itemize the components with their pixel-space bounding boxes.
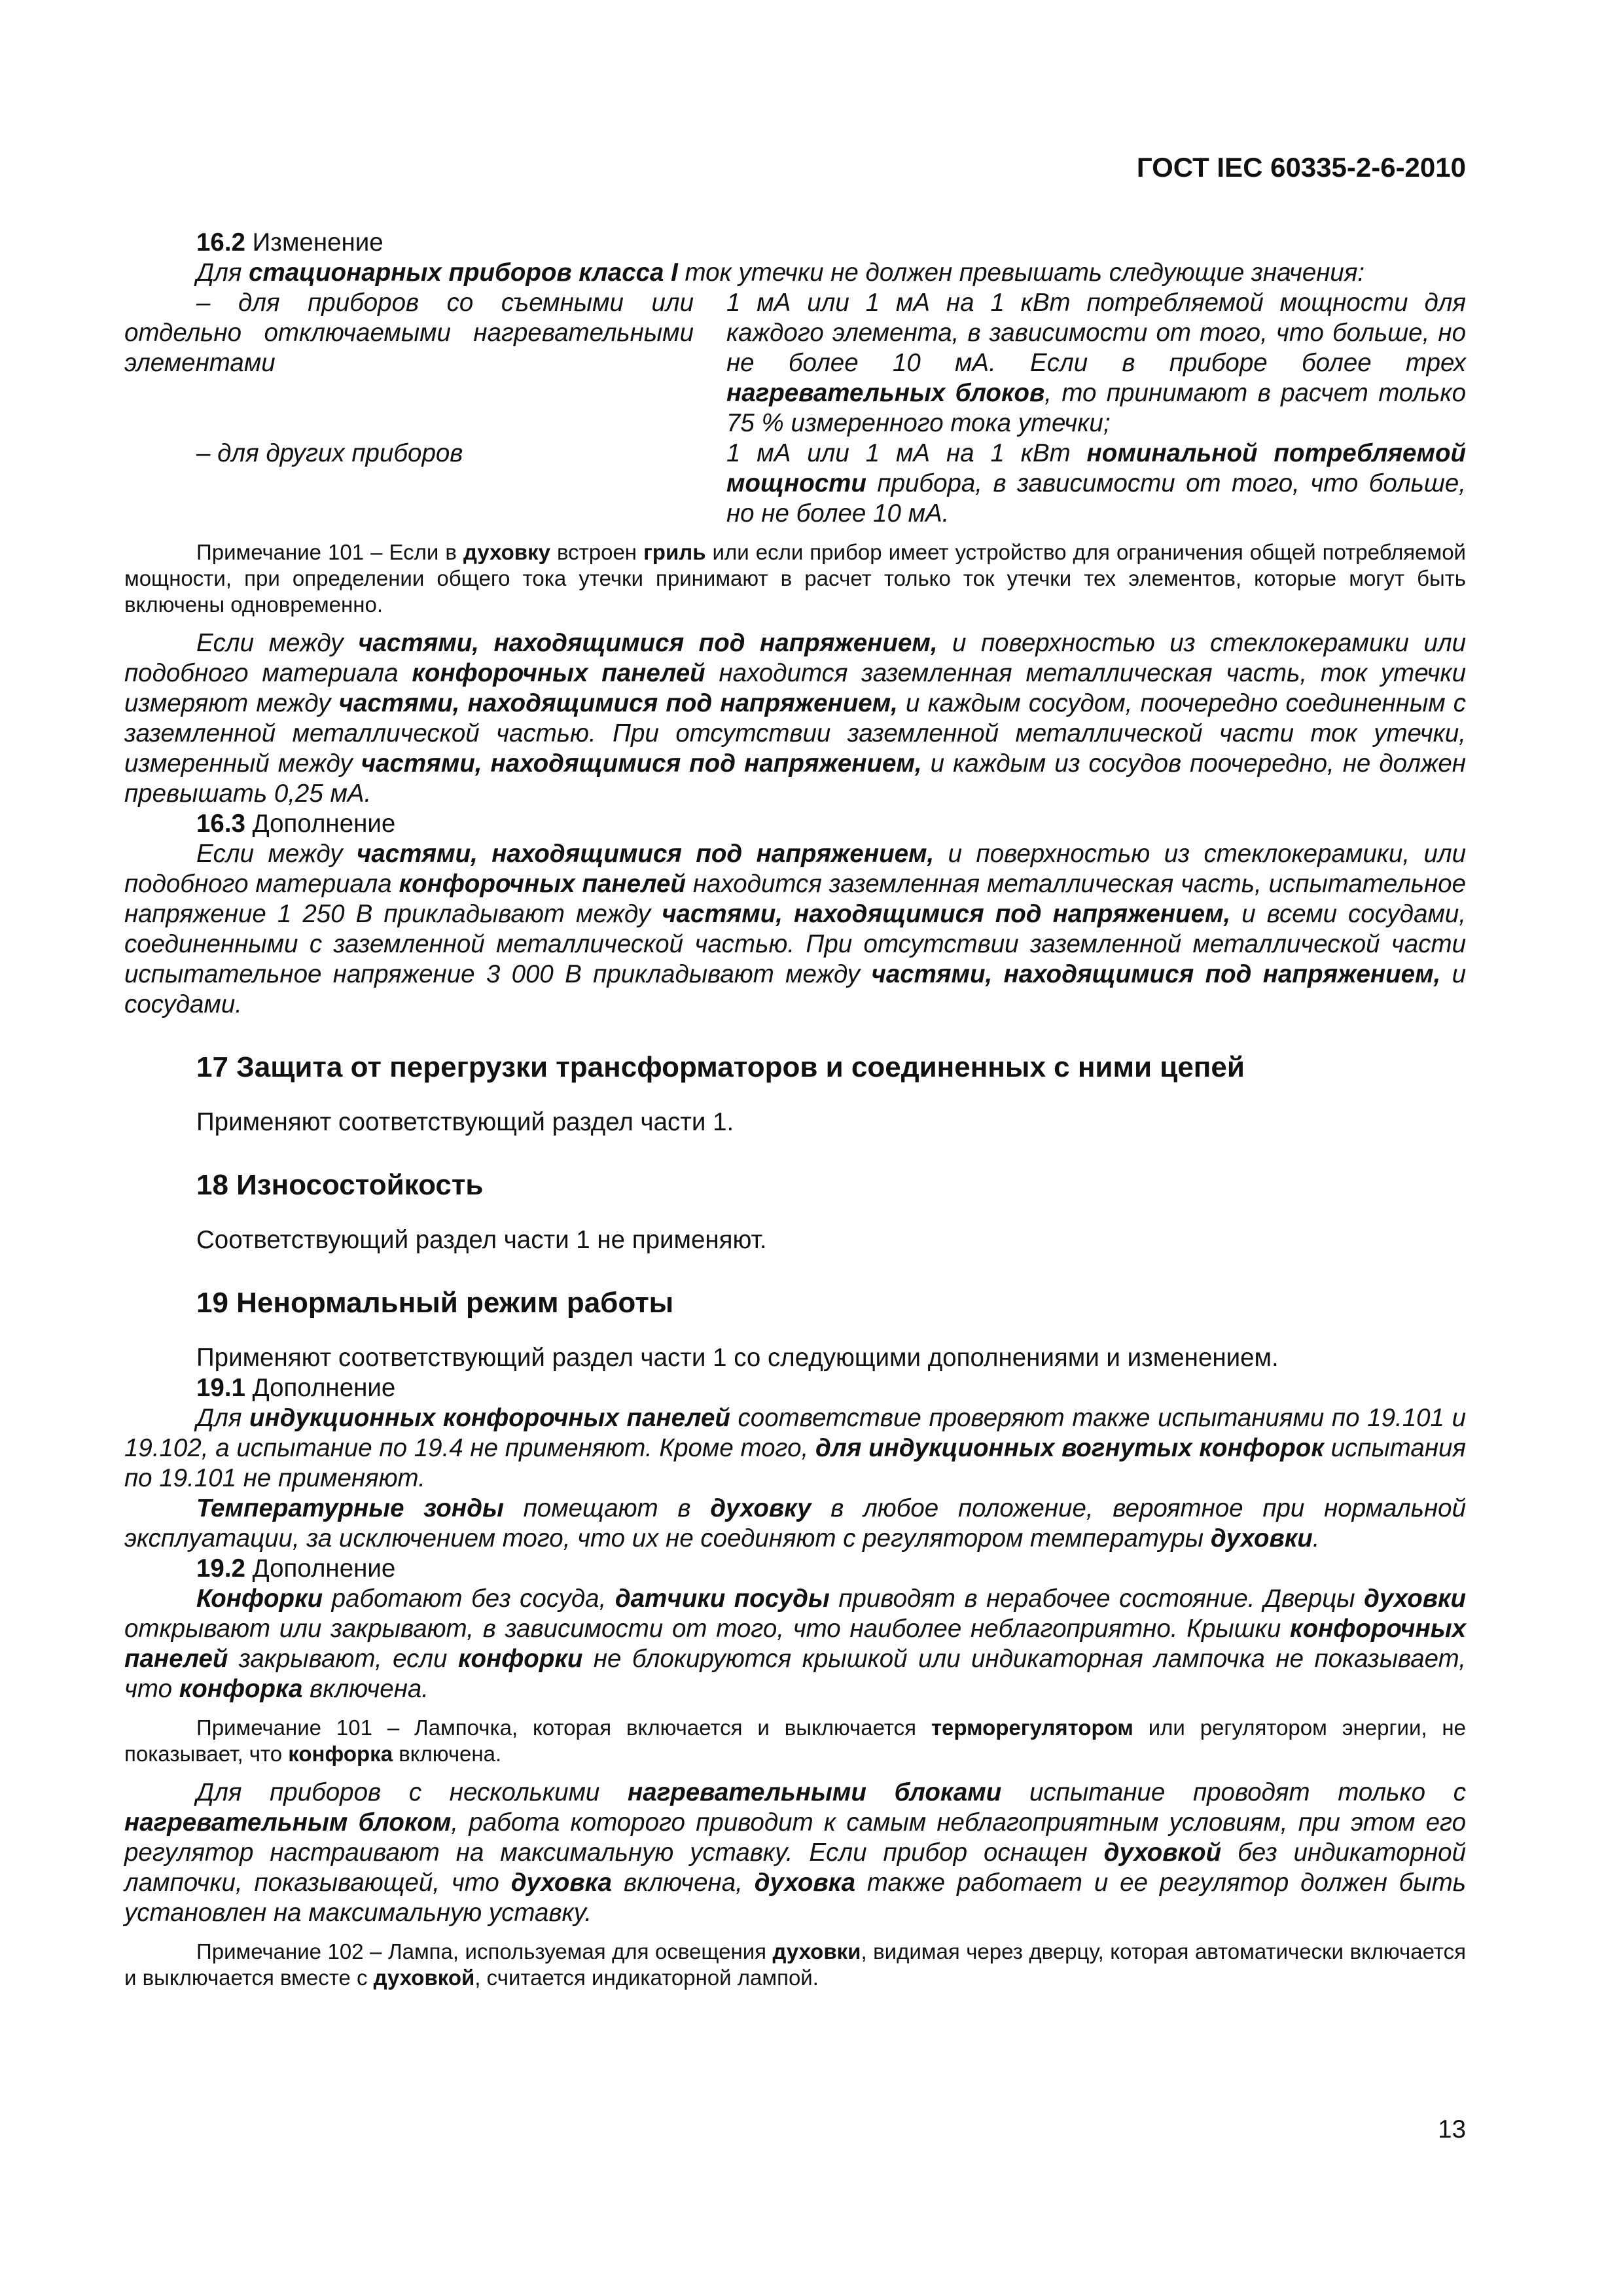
text-run: Для — [196, 259, 249, 287]
text-run: включена, — [612, 1869, 755, 1897]
clause-19-1-title — [124, 1373, 1466, 1403]
clause-19-1-paragraph-2 — [124, 1494, 1466, 1554]
clause-19-2-paragraph-1 — [124, 1584, 1466, 1704]
clause-16-3-paragraph — [124, 839, 1466, 1020]
term: духовку — [463, 540, 550, 564]
clause-16-3-title — [124, 809, 1466, 839]
text-run: Примечание 101 – Лампочка, которая включается и выключается — [196, 1715, 931, 1740]
text-run: также работает и ее регулятор должен быть установлен на максимальную уставку. — [124, 1869, 1466, 1927]
text-run: 1 мА или 1 мА на 1 кВт — [726, 439, 1087, 467]
text-run: , видимая через дверцу, которая автоматически включается и выключается вместе с — [124, 1939, 1466, 1990]
text-run: встроен — [550, 540, 644, 564]
text-run: закрывают, если — [228, 1645, 458, 1673]
term: нагревательными блоками — [628, 1778, 1002, 1806]
term: для индукционных вогнутых конфорок — [815, 1434, 1324, 1462]
text-run: и поверхностью из стеклокерамики, или подобного материала — [124, 840, 1467, 898]
section-17-heading: 17 Защита от перегрузки трансформаторов и соединенных с ними цепей — [196, 1051, 1245, 1083]
term: частями, находящимися под напряжением, — [356, 840, 935, 868]
clause-number: 19.1 — [196, 1374, 245, 1402]
text-run: и каждым из сосудов поочередно, не должен превышать 0,25 мА. — [124, 749, 1466, 808]
term: частями, находящимися под напряжением, — [662, 900, 1231, 928]
term: частями, находящимися под напряжением, — [338, 689, 898, 717]
text-run: приводят в нерабочее состояние. Дверцы — [829, 1585, 1364, 1613]
clause-19-2-title — [124, 1554, 1466, 1584]
text-run: Примечание 102 – Лампа, используемая для освещения — [196, 1939, 773, 1964]
term: духовки — [1210, 1524, 1313, 1552]
text-run: Для приборов с несколькими — [196, 1778, 628, 1806]
term: духовки — [1364, 1585, 1466, 1613]
text-run: и всеми сосудами, соединенными с заземленной металлической частью. При отсутствии заземленной металлической части испытательное напряжение 3 000 В прикладывают между — [124, 900, 1466, 988]
term: конфорка — [288, 1742, 393, 1766]
clause-number: 16.3 — [196, 810, 245, 838]
clause-label: Дополнение — [245, 1554, 396, 1583]
text-run: находится заземленная металлическая часть, испытательное напряжение 1 250 В прикладывают между — [124, 870, 1466, 928]
clause-19-2-paragraph-2 — [124, 1778, 1466, 1928]
note-101-grill — [124, 539, 1466, 618]
text-run: без индикаторной лампочки, показывающей, что — [124, 1839, 1466, 1897]
text-run: не блокируются крышкой или индикаторная лампочка не показывает, что — [124, 1645, 1466, 1703]
term: датчики посуды — [615, 1585, 830, 1613]
text-run: Для — [196, 1404, 250, 1432]
note-101-lamp — [124, 1715, 1466, 1767]
term: конфорки — [457, 1645, 583, 1673]
term: духовка — [754, 1869, 856, 1897]
text-run: или регулятором энергии, не показывает, что — [124, 1715, 1466, 1766]
document-code-header: ГОСТ IEC 60335-2-6-2010 — [1136, 152, 1466, 183]
text-run: 1 мА или 1 мА на 1 кВт потребляемой мощности для каждого элемента, в зависимости от того, что больше, но не более 10 мА. Если в приборе более трех — [726, 289, 1466, 377]
text-run: ток утечки не должен превышать следующие значения: — [677, 259, 1365, 287]
text-run: находится заземленная металлическая часть, ток утечки измеряют между — [124, 659, 1466, 717]
text-run: и поверхностью из стеклокерамики или подобного материала — [124, 629, 1466, 687]
term: индукционных конфорочных панелей — [249, 1404, 730, 1432]
text-run: . — [1312, 1524, 1320, 1552]
term: нагревательных блоков — [726, 379, 1045, 407]
text-run: , работа которого приводит к самым неблагоприятным условиям, при этом его регулятор настраивают на максимальную уставку. Если прибор оснащен — [124, 1808, 1466, 1867]
text-run: включена. — [393, 1742, 502, 1766]
item-condition: – для приборов со съемными или отдельно отключаемыми нагревательными элементами — [124, 289, 694, 377]
term: конфорка — [179, 1675, 303, 1703]
text-run: открывают или закрывают, в зависимости от того, что наиболее неблагоприятно. Крышки — [124, 1615, 1291, 1643]
term: духовку — [710, 1494, 812, 1522]
text-run: помещают в — [503, 1494, 711, 1522]
term: Конфорки — [196, 1585, 323, 1613]
term: Температурные зонды — [196, 1494, 504, 1522]
term: духовка — [510, 1869, 613, 1897]
leakage-item-other — [124, 439, 1466, 529]
term: конфорочных панелей — [124, 1615, 1466, 1673]
section-18-heading: 18 Износостойкость — [196, 1169, 484, 1201]
text-run: , то принимают в расчет только 75 % измеренного тока утечки; — [726, 379, 1466, 437]
term: номинальной потребляемой мощности — [726, 439, 1466, 497]
text-run: и сосудами. — [124, 960, 1466, 1018]
term: терморегулятором — [931, 1715, 1133, 1740]
clause-16-2-paragraph — [124, 628, 1466, 809]
text-run: Если между — [196, 840, 357, 868]
text-run: и каждым сосудом, поочередно соединенным с заземленной металлической частью. При отсутствии заземленной металлической части ток утечки, измеренный между — [124, 689, 1466, 778]
leakage-item-removable — [124, 288, 1466, 439]
term: нагревательным блоком — [124, 1808, 452, 1837]
section-17-text: Применяют соответствующий раздел части 1. — [196, 1108, 734, 1136]
term: частями, находящимися под напряжением, — [871, 960, 1441, 988]
clause-label: Дополнение — [245, 1374, 396, 1402]
text-run: испытание проводят только с — [1001, 1778, 1466, 1806]
term: духовкой — [373, 1965, 475, 1990]
term: частями, находящимися под напряжением, — [358, 629, 938, 657]
item-condition: – для других приборов — [196, 439, 463, 467]
page-number: 13 — [1438, 2115, 1466, 2144]
text-run: Примечание 101 – Если в — [196, 540, 463, 564]
clause-16-2-title — [124, 228, 1466, 258]
term: частями, находящимися под напряжением, — [361, 749, 922, 778]
text-run: соответствие проверяют также испытаниями по 19.101 и 19.102, а испытание по 19.4 не применяют. Кроме того, — [124, 1404, 1466, 1462]
text-run: работают без сосуда, — [323, 1585, 615, 1613]
clause-19-1-paragraph-1 — [124, 1403, 1466, 1494]
term: гриль — [643, 540, 706, 564]
text-run: в любое положение, вероятное при нормальной эксплуатации, за исключением того, что их не соединяют с регулятором температуры — [124, 1494, 1466, 1552]
clause-number: 16.2 — [196, 228, 245, 257]
section-19-heading: 19 Ненормальный режим работы — [196, 1287, 674, 1319]
item-value — [726, 439, 1466, 529]
section-19-text: Применяют соответствующий раздел части 1 со следующими дополнениями и изменением. — [196, 1344, 1279, 1372]
text-run: Если между — [196, 629, 359, 657]
term: конфорочных панелей — [399, 870, 686, 898]
term: конфорочных панелей — [412, 659, 705, 687]
text-run: прибора, в зависимости от того, что больше, но не более 10 мА. — [726, 469, 1466, 528]
clause-label: Дополнение — [245, 810, 396, 838]
page-body — [124, 228, 1466, 2001]
term: духовкой — [1103, 1839, 1222, 1867]
text-run: или если прибор имеет устройство для ограничения общей потребляемой мощности, при определении общего тока утечки принимают в расчет только ток утечки тех элементов, которые могут быть включены одновременно. — [124, 540, 1466, 617]
note-102-lamp — [124, 1939, 1466, 1991]
clause-number: 19.2 — [196, 1554, 245, 1583]
text-run: включена. — [302, 1675, 429, 1703]
text-run: , считается индикаторной лампой. — [474, 1965, 819, 1990]
text-run: испытания по 19.101 не применяют. — [124, 1434, 1466, 1492]
clause-16-2-intro — [124, 258, 1466, 288]
term: стационарных приборов класса I — [249, 259, 678, 287]
section-18-text: Соответствующий раздел части 1 не применяют. — [196, 1226, 767, 1254]
clause-label: Изменение — [245, 228, 383, 257]
item-value — [726, 288, 1466, 439]
term: духовки — [772, 1939, 861, 1964]
